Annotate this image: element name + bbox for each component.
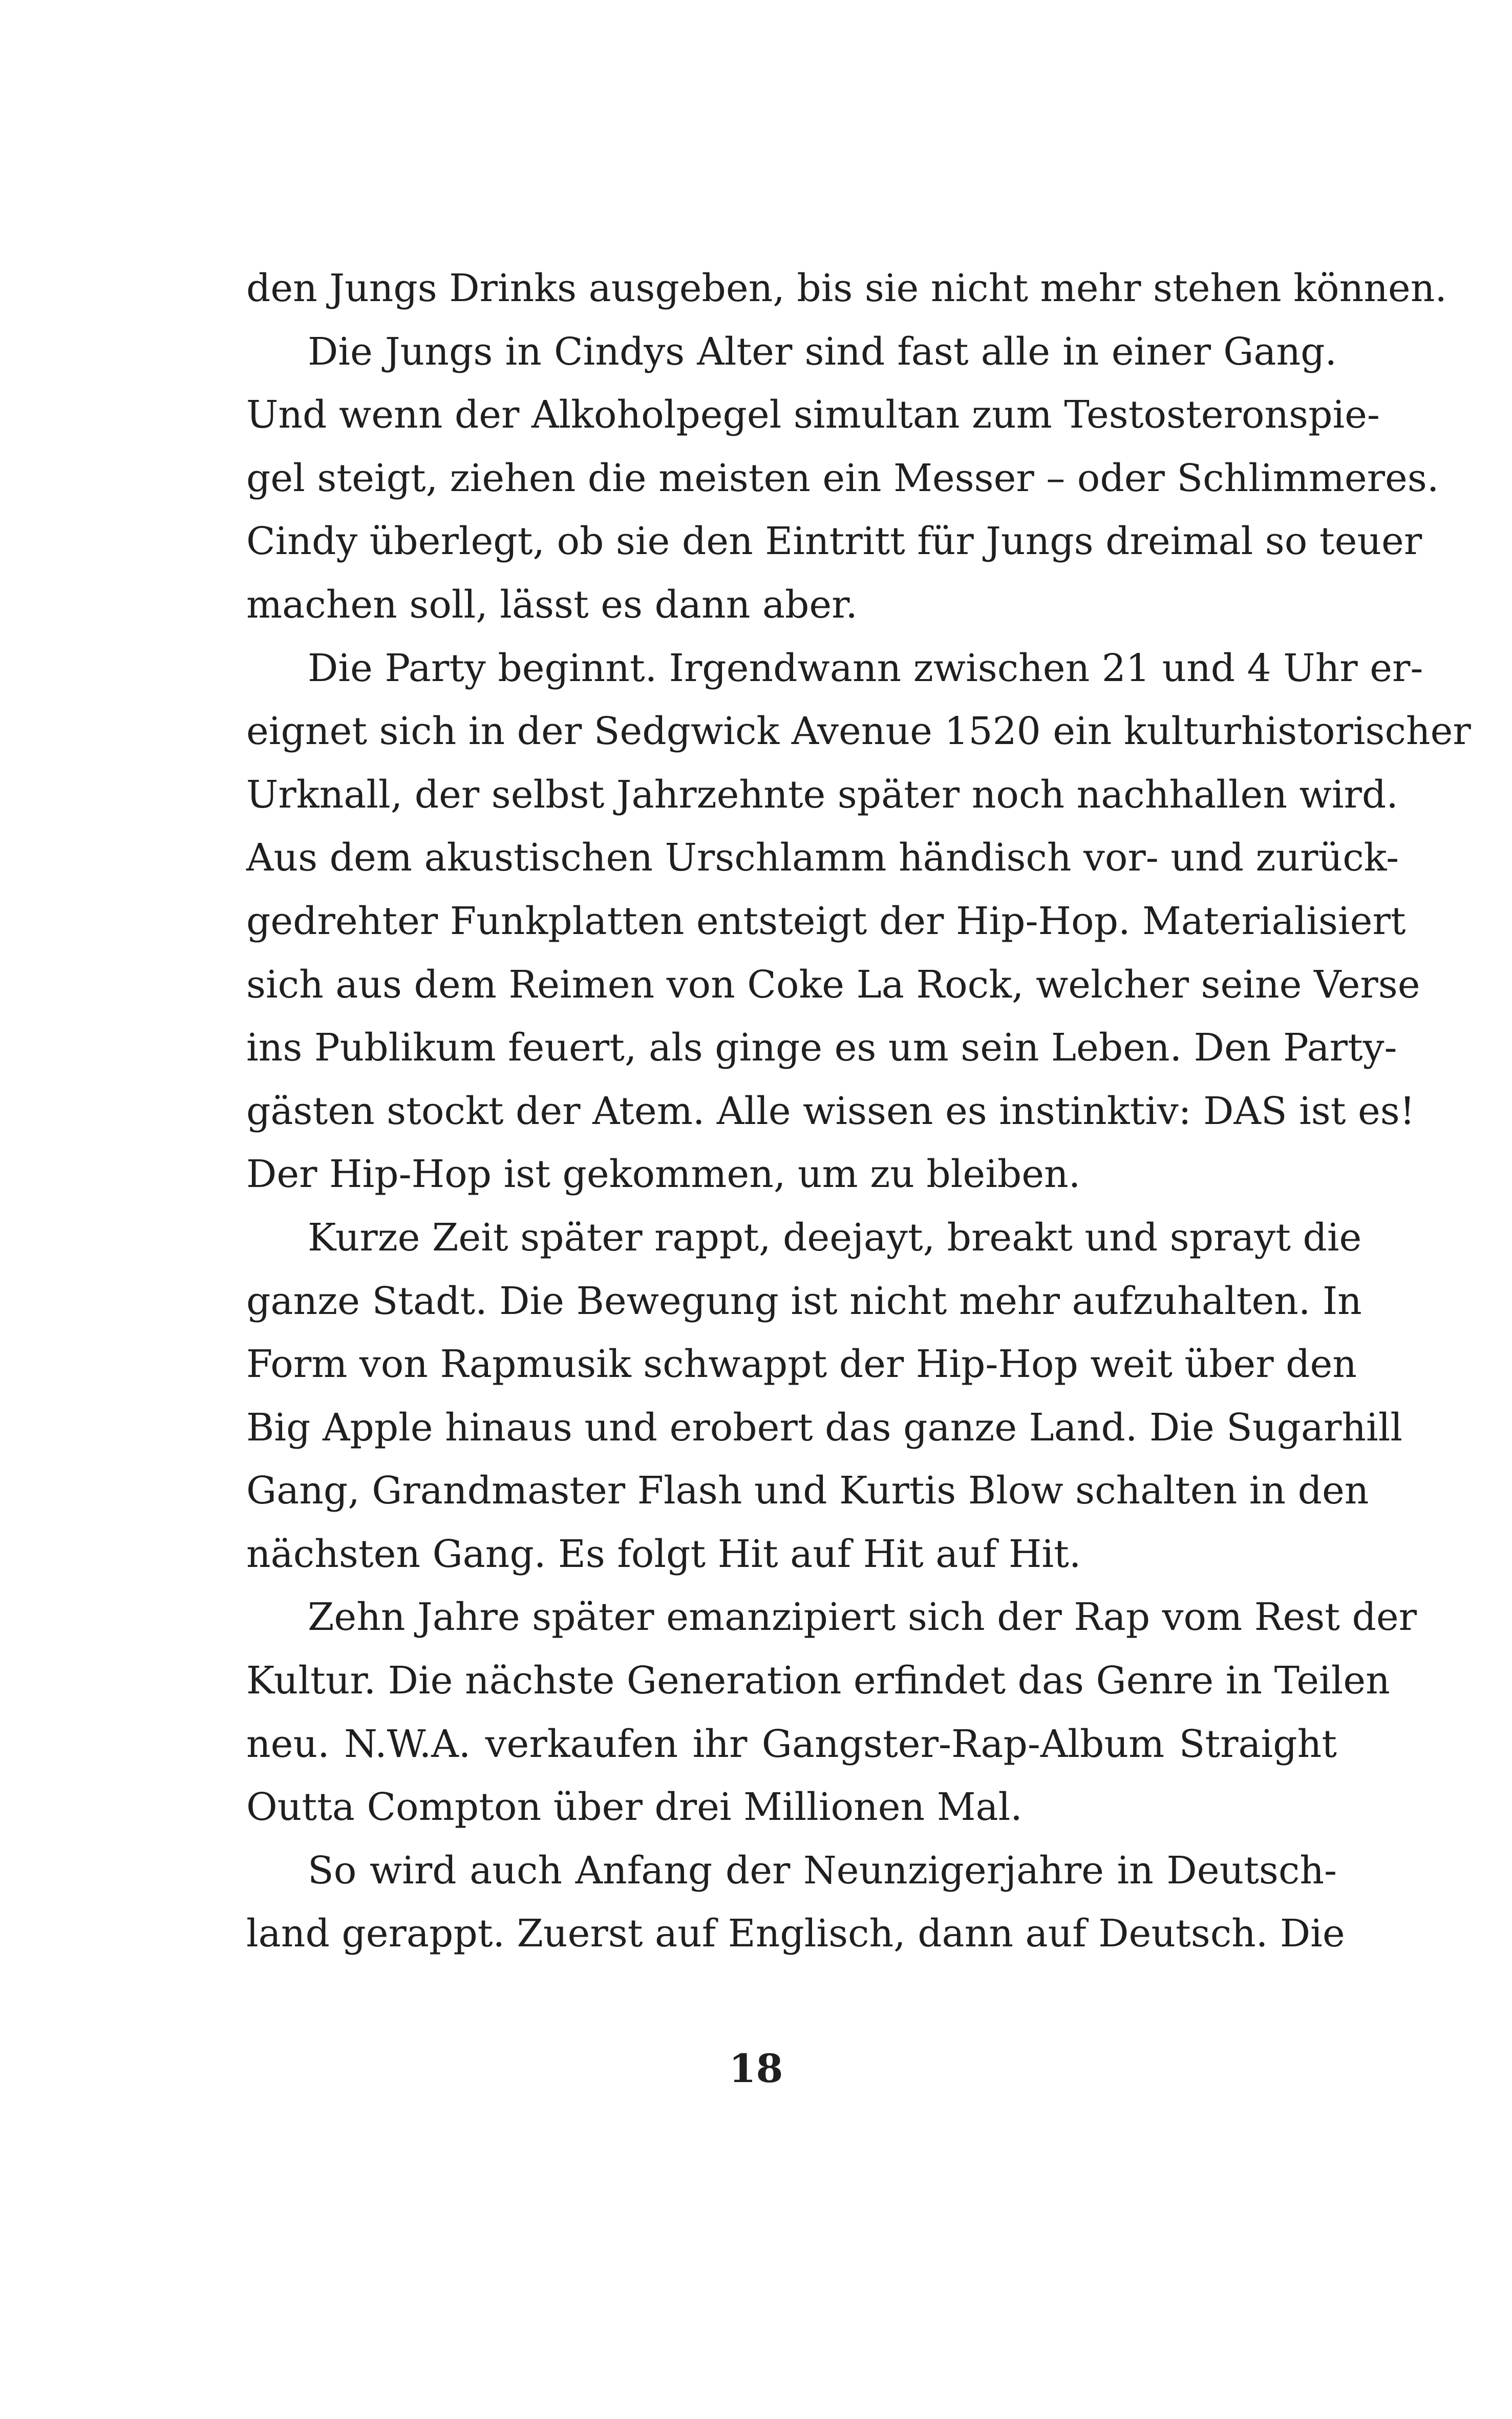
text-line: gel steigt, ziehen die meisten ein Messer – oder Schlimmeres. <box>246 456 1439 500</box>
text-line: neu. N.W.A. verkaufen ihr Gangster-Rap-Album Straight <box>246 1722 1337 1766</box>
paragraph <box>246 637 1471 1206</box>
paragraph <box>246 321 1439 637</box>
text-line: Und wenn der Alkoholpegel simultan zum Testosteronspie- <box>246 393 1380 437</box>
text-line: Big Apple hinaus und erobert das ganze Land. Die Sugarhill <box>246 1405 1403 1450</box>
page-number: 18 <box>729 2046 783 2091</box>
text-line: sich aus dem Reimen von Coke La Rock, welcher seine Verse <box>246 962 1420 1007</box>
text-line: Kultur. Die nächste Generation erfindet das Genre in Teilen <box>246 1659 1390 1703</box>
text-line: Zehn Jahre später emanzipiert sich der Rap vom Rest der <box>308 1595 1417 1640</box>
text-line: nächsten Gang. Es folgt Hit auf Hit auf Hit. <box>246 1532 1081 1576</box>
text-line: gedrehter Funkplatten entsteigt der Hip-Hop. Materialisiert <box>246 899 1406 943</box>
text-line: eignet sich in der Sedgwick Avenue 1520 ein kulturhistorischer <box>246 709 1471 754</box>
text-line: Cindy überlegt, ob sie den Eintritt für Jungs dreimal so teuer <box>246 519 1422 564</box>
text-line: Urknall, der selbst Jahrzehnte später noch nachhallen wird. <box>246 772 1398 817</box>
text-line: Gang, Grandmaster Flash und Kurtis Blow schalten in den <box>246 1469 1369 1513</box>
text-line: machen soll, lässt es dann aber. <box>246 582 858 627</box>
text-line: Die Jungs in Cindys Alter sind fast alle in einer Gang. <box>308 329 1337 374</box>
text-line: gästen stockt der Atem. Alle wissen es instinktiv: DAS ist es! <box>246 1089 1415 1133</box>
text-line: Aus dem akustischen Urschlamm händisch vor- und zurück- <box>246 836 1399 880</box>
paragraph <box>246 257 1447 321</box>
text-line: ins Publikum feuert, als ginge es um sein Leben. Den Party- <box>246 1026 1397 1070</box>
text-line: ganze Stadt. Die Bewegung ist nicht mehr aufzuhalten. In <box>246 1279 1362 1323</box>
paragraph <box>246 1586 1417 1839</box>
paragraph <box>246 1839 1345 1966</box>
text-line: Outta Compton über drei Millionen Mal. <box>246 1785 1023 1830</box>
text-line: Der Hip-Hop ist gekommen, um zu bleiben. <box>246 1152 1081 1197</box>
text-line: den Jungs Drinks ausgeben, bis sie nicht mehr stehen können. <box>246 266 1447 310</box>
text-line: Form von Rapmusik schwappt der Hip-Hop weit über den <box>246 1342 1357 1387</box>
text-line: land gerappt. Zuerst auf Englisch, dann auf Deutsch. Die <box>246 1912 1345 1956</box>
body-text <box>246 257 1471 1966</box>
paragraph <box>246 1206 1403 1586</box>
text-line: Die Party beginnt. Irgendwann zwischen 21 und 4 Uhr er- <box>308 646 1423 690</box>
text-line: Kurze Zeit später rappt, deejayt, breakt und sprayt die <box>308 1215 1362 1260</box>
text-line: So wird auch Anfang der Neunzigerjahre in Deutsch- <box>308 1848 1337 1893</box>
